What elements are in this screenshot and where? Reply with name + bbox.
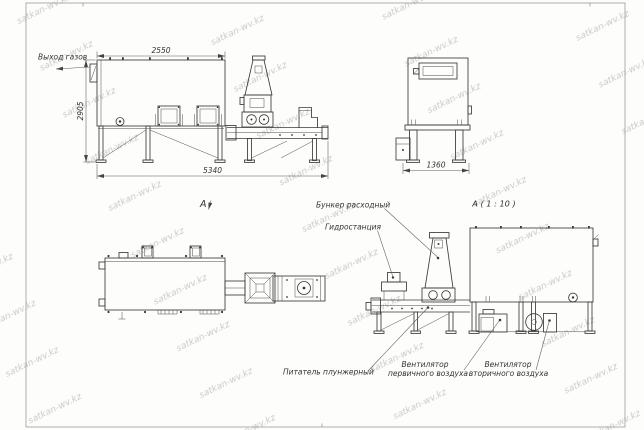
detail-title: А ( 1 : 10 ) xyxy=(472,198,516,209)
view-a-label: А xyxy=(200,199,207,210)
primary-fan-label-line1: Вентилятор xyxy=(401,360,449,369)
dim-1360-text: 1360 xyxy=(426,160,446,170)
secondary-fan-label-line1: Вентилятор xyxy=(484,360,532,369)
hopper-callout-label: Бункер расходный xyxy=(316,200,391,210)
dim-5340-text: 5340 xyxy=(202,166,223,175)
feeder-callout-label: Питатель плунжерный xyxy=(283,367,374,377)
primary-fan-label-line2: первичного воздуха xyxy=(387,369,469,378)
gas-outlet-label: Выход газов xyxy=(38,52,88,62)
hydrostation-callout-label: Гидростанция xyxy=(325,222,382,232)
dim-2905-text: 2905 xyxy=(76,101,85,121)
dim-2550-text: 2550 xyxy=(151,46,171,55)
secondary-fan-label-line2: вторичного воздуха xyxy=(468,369,549,378)
